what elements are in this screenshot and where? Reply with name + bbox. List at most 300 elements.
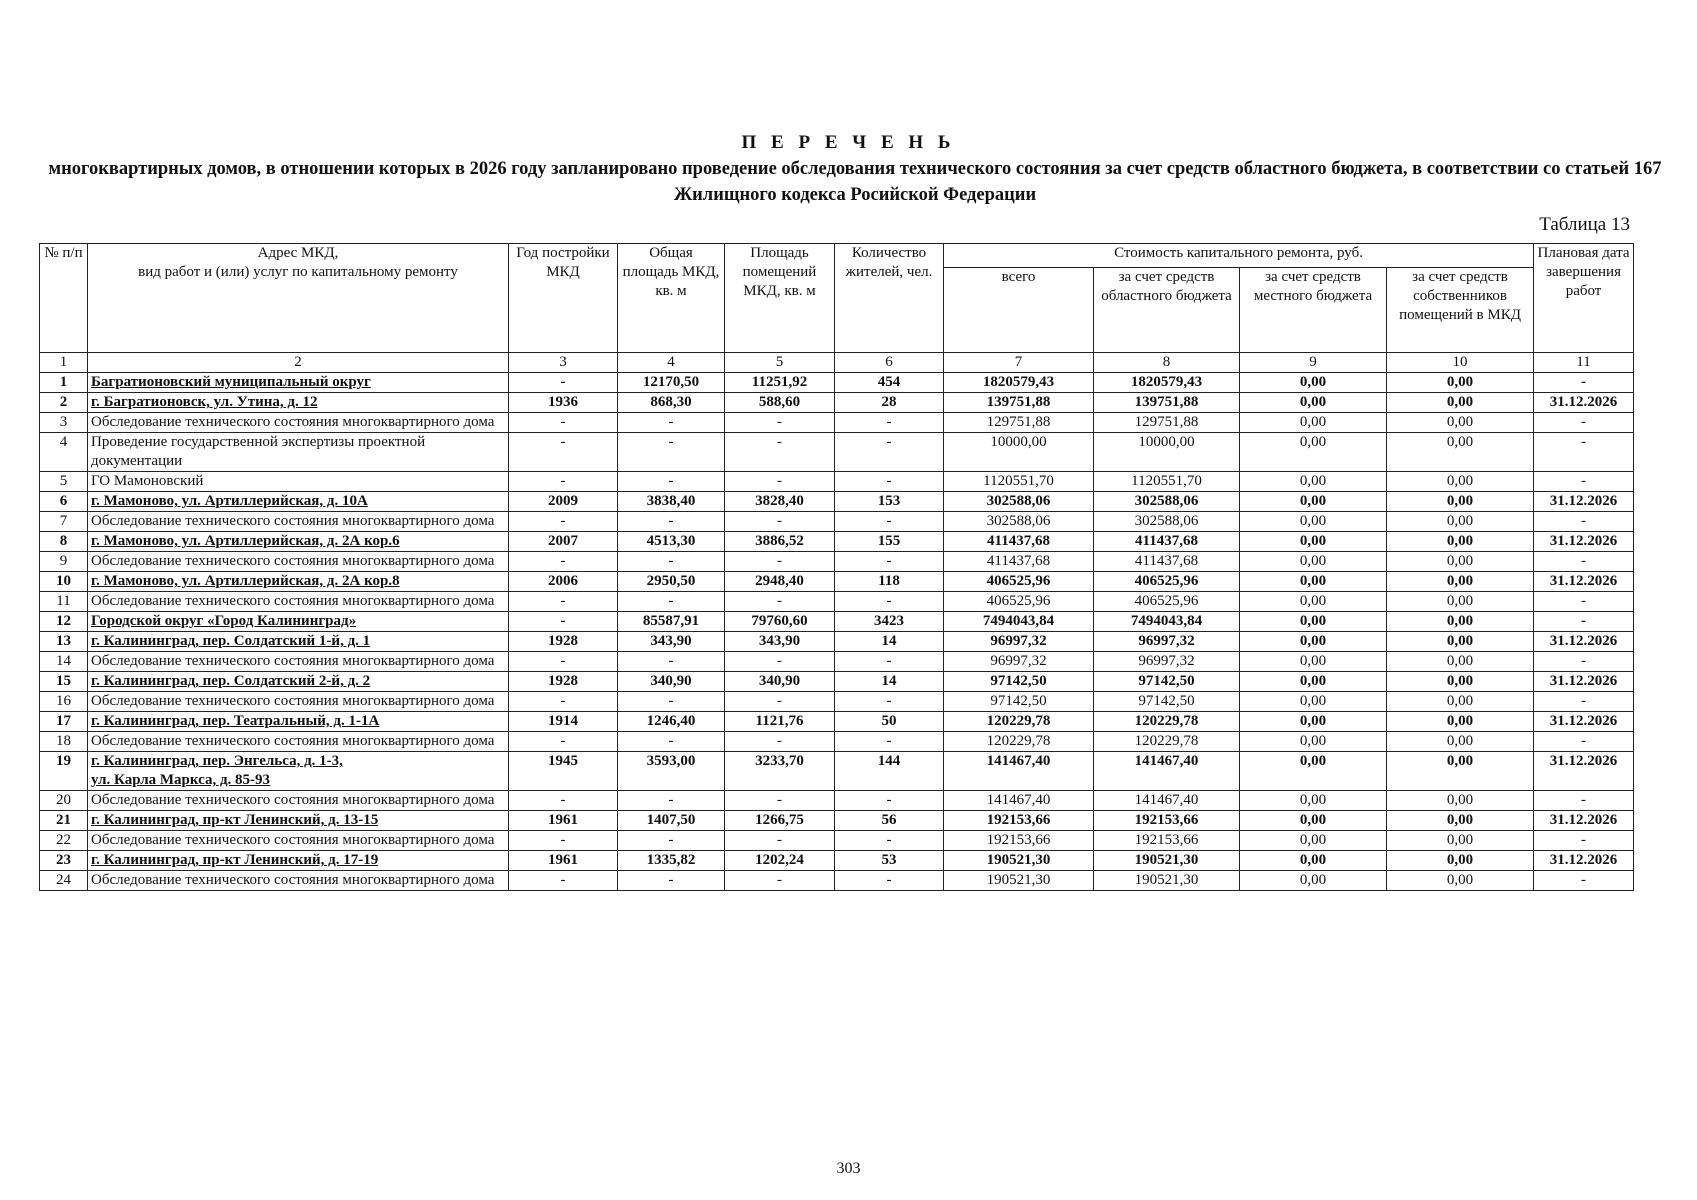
row-num: 15 xyxy=(40,672,88,692)
row-cost-total: 96997,32 xyxy=(944,652,1094,672)
row-cost-total: 1120551,70 xyxy=(944,472,1094,492)
row-address: Обследование технического состояния многоквартирного дома xyxy=(88,871,509,891)
row-cost-total: 190521,30 xyxy=(944,851,1094,871)
row-cost-total: 141467,40 xyxy=(944,791,1094,811)
row-year: - xyxy=(509,552,618,572)
row-cost-local: 0,00 xyxy=(1240,512,1387,532)
row-premises-area: - xyxy=(725,732,835,752)
row-cost-regional: 406525,96 xyxy=(1094,572,1240,592)
row-num: 21 xyxy=(40,811,88,831)
row-cost-regional: 120229,78 xyxy=(1094,732,1240,752)
row-residents: - xyxy=(835,831,944,851)
table-row xyxy=(40,752,1634,791)
row-address: Обследование технического состояния многоквартирного дома xyxy=(88,692,509,712)
row-address: Городской округ «Город Калининград» xyxy=(88,612,509,632)
row-cost-total: 1820579,43 xyxy=(944,373,1094,393)
table-row xyxy=(40,632,1634,652)
row-total-area: 85587,91 xyxy=(618,612,725,632)
row-address: Обследование технического состояния многоквартирного дома xyxy=(88,413,509,433)
row-deadline: - xyxy=(1534,552,1634,572)
row-year: - xyxy=(509,472,618,492)
column-number: 7 xyxy=(944,353,1094,373)
repair-table xyxy=(39,243,1634,891)
row-cost-total: 302588,06 xyxy=(944,512,1094,532)
row-premises-area: 343,90 xyxy=(725,632,835,652)
table-label: Таблица 13 xyxy=(1539,214,1630,235)
row-premises-area: - xyxy=(725,692,835,712)
row-address: г. Калининград, пр-кт Ленинский, д. 13-15 xyxy=(88,811,509,831)
row-cost-total: 302588,06 xyxy=(944,492,1094,512)
row-year: 2009 xyxy=(509,492,618,512)
column-number: 2 xyxy=(88,353,509,373)
row-year: 1928 xyxy=(509,672,618,692)
row-num: 6 xyxy=(40,492,88,512)
table-row xyxy=(40,732,1634,752)
column-number: 6 xyxy=(835,353,944,373)
row-cost-owners: 0,00 xyxy=(1387,811,1534,831)
row-address: г. Калининград, пр-кт Ленинский, д. 17-19 xyxy=(88,851,509,871)
row-premises-area: - xyxy=(725,871,835,891)
row-cost-owners: 0,00 xyxy=(1387,433,1534,472)
row-deadline: - xyxy=(1534,831,1634,851)
row-residents: 50 xyxy=(835,712,944,732)
row-year: 1928 xyxy=(509,632,618,652)
header-cost-local: за счет средств местного бюджета xyxy=(1240,268,1387,353)
page-number: 303 xyxy=(836,1160,861,1177)
table-row xyxy=(40,811,1634,831)
header-year: Год постройки МКД xyxy=(509,244,618,353)
row-address: г. Багратионовск, ул. Утина, д. 12 xyxy=(88,393,509,413)
row-total-area: - xyxy=(618,433,725,472)
row-address: г. Мамоново, ул. Артиллерийская, д. 10А xyxy=(88,492,509,512)
row-total-area: - xyxy=(618,831,725,851)
row-residents: - xyxy=(835,512,944,532)
table-row xyxy=(40,712,1634,732)
row-cost-total: 192153,66 xyxy=(944,831,1094,851)
header-cost-owners: за счет средств собственников помещений в МКД xyxy=(1387,268,1534,353)
row-deadline: - xyxy=(1534,592,1634,612)
column-number: 4 xyxy=(618,353,725,373)
row-deadline: - xyxy=(1534,791,1634,811)
row-cost-owners: 0,00 xyxy=(1387,692,1534,712)
row-num: 1 xyxy=(40,373,88,393)
row-num: 19 xyxy=(40,752,88,791)
row-cost-regional: 302588,06 xyxy=(1094,512,1240,532)
table-row xyxy=(40,532,1634,552)
row-residents: - xyxy=(835,692,944,712)
row-year: 1914 xyxy=(509,712,618,732)
row-cost-total: 96997,32 xyxy=(944,632,1094,652)
row-premises-area: - xyxy=(725,791,835,811)
row-residents: 14 xyxy=(835,672,944,692)
row-cost-local: 0,00 xyxy=(1240,572,1387,592)
row-premises-area: - xyxy=(725,552,835,572)
row-num: 24 xyxy=(40,871,88,891)
row-year: 1945 xyxy=(509,752,618,791)
row-premises-area: - xyxy=(725,433,835,472)
row-num: 13 xyxy=(40,632,88,652)
header-num: № п/п xyxy=(40,244,88,353)
row-address: Обследование технического состояния многоквартирного дома xyxy=(88,592,509,612)
table-row xyxy=(40,871,1634,891)
row-address: Обследование технического состояния многоквартирного дома xyxy=(88,791,509,811)
row-cost-owners: 0,00 xyxy=(1387,851,1534,871)
row-deadline: - xyxy=(1534,472,1634,492)
row-deadline: 31.12.2026 xyxy=(1534,572,1634,592)
table-row xyxy=(40,472,1634,492)
row-cost-total: 120229,78 xyxy=(944,732,1094,752)
table-row xyxy=(40,652,1634,672)
row-year: 1961 xyxy=(509,851,618,871)
row-cost-owners: 0,00 xyxy=(1387,732,1534,752)
table-row xyxy=(40,413,1634,433)
row-cost-local: 0,00 xyxy=(1240,532,1387,552)
row-cost-local: 0,00 xyxy=(1240,492,1387,512)
row-deadline: - xyxy=(1534,512,1634,532)
row-cost-total: 192153,66 xyxy=(944,811,1094,831)
row-deadline: - xyxy=(1534,612,1634,632)
row-address: г. Калининград, пер. Энгельса, д. 1-3, ул. Карла Маркса, д. 85-93 xyxy=(88,752,509,791)
row-total-area: 3593,00 xyxy=(618,752,725,791)
row-num: 2 xyxy=(40,393,88,413)
row-total-area: - xyxy=(618,512,725,532)
row-deadline: 31.12.2026 xyxy=(1534,851,1634,871)
column-number: 5 xyxy=(725,353,835,373)
row-address: Обследование технического состояния многоквартирного дома xyxy=(88,732,509,752)
row-cost-total: 120229,78 xyxy=(944,712,1094,732)
row-address: Багратионовский муниципальный округ xyxy=(88,373,509,393)
row-total-area: 1246,40 xyxy=(618,712,725,732)
row-year: - xyxy=(509,791,618,811)
row-address: г. Калининград, пер. Солдатский 2-й, д. 2 xyxy=(88,672,509,692)
row-cost-total: 129751,88 xyxy=(944,413,1094,433)
row-deadline: 31.12.2026 xyxy=(1534,632,1634,652)
header-deadline: Плановая дата завершения работ xyxy=(1534,244,1634,353)
row-premises-area: 3828,40 xyxy=(725,492,835,512)
row-cost-local: 0,00 xyxy=(1240,632,1387,652)
row-premises-area: 2948,40 xyxy=(725,572,835,592)
row-cost-local: 0,00 xyxy=(1240,393,1387,413)
row-cost-local: 0,00 xyxy=(1240,811,1387,831)
row-deadline: 31.12.2026 xyxy=(1534,492,1634,512)
row-cost-total: 7494043,84 xyxy=(944,612,1094,632)
row-year: - xyxy=(509,732,618,752)
column-number: 9 xyxy=(1240,353,1387,373)
row-year: - xyxy=(509,831,618,851)
table-row xyxy=(40,692,1634,712)
row-deadline: - xyxy=(1534,692,1634,712)
row-cost-regional: 96997,32 xyxy=(1094,632,1240,652)
row-residents: - xyxy=(835,552,944,572)
row-address: Обследование технического состояния многоквартирного дома xyxy=(88,512,509,532)
row-total-area: 3838,40 xyxy=(618,492,725,512)
row-total-area: 12170,50 xyxy=(618,373,725,393)
row-residents: - xyxy=(835,732,944,752)
row-year: 2006 xyxy=(509,572,618,592)
row-cost-owners: 0,00 xyxy=(1387,632,1534,652)
row-premises-area: 1266,75 xyxy=(725,811,835,831)
row-cost-owners: 0,00 xyxy=(1387,612,1534,632)
table-row xyxy=(40,393,1634,413)
row-residents: 53 xyxy=(835,851,944,871)
row-cost-local: 0,00 xyxy=(1240,752,1387,791)
row-cost-regional: 192153,66 xyxy=(1094,831,1240,851)
row-year: - xyxy=(509,373,618,393)
row-cost-owners: 0,00 xyxy=(1387,472,1534,492)
row-deadline: - xyxy=(1534,413,1634,433)
row-address: г. Мамоново, ул. Артиллерийская, д. 2А кор.8 xyxy=(88,572,509,592)
row-cost-owners: 0,00 xyxy=(1387,752,1534,791)
row-year: - xyxy=(509,871,618,891)
row-year: - xyxy=(509,592,618,612)
row-num: 18 xyxy=(40,732,88,752)
table-row xyxy=(40,612,1634,632)
document-title: П Е Р Е Ч Е Н Ь xyxy=(741,132,956,153)
row-cost-owners: 0,00 xyxy=(1387,592,1534,612)
table-row xyxy=(40,492,1634,512)
row-num: 8 xyxy=(40,532,88,552)
row-residents: - xyxy=(835,652,944,672)
row-num: 14 xyxy=(40,652,88,672)
row-deadline: 31.12.2026 xyxy=(1534,672,1634,692)
row-premises-area: 11251,92 xyxy=(725,373,835,393)
row-year: - xyxy=(509,612,618,632)
row-cost-total: 97142,50 xyxy=(944,692,1094,712)
row-deadline: 31.12.2026 xyxy=(1534,712,1634,732)
table-row xyxy=(40,552,1634,572)
row-cost-owners: 0,00 xyxy=(1387,492,1534,512)
row-cost-owners: 0,00 xyxy=(1387,572,1534,592)
row-num: 5 xyxy=(40,472,88,492)
row-year: - xyxy=(509,433,618,472)
header-cost-regional: за счет средств областного бюджета xyxy=(1094,268,1240,353)
row-address: ГО Мамоновский xyxy=(88,472,509,492)
column-number: 10 xyxy=(1387,353,1534,373)
row-cost-local: 0,00 xyxy=(1240,472,1387,492)
row-cost-regional: 411437,68 xyxy=(1094,532,1240,552)
row-cost-regional: 7494043,84 xyxy=(1094,612,1240,632)
row-deadline: - xyxy=(1534,433,1634,472)
row-total-area: 1335,82 xyxy=(618,851,725,871)
row-premises-area: 3886,52 xyxy=(725,532,835,552)
row-cost-total: 406525,96 xyxy=(944,592,1094,612)
row-cost-local: 0,00 xyxy=(1240,831,1387,851)
document-subtitle: многоквартирных домов, в отношении которых в 2026 году запланировано проведение обследования технического состояния за счет средств областного бюджета, в соответствии со статьей 167 Жилищного кодекса Росийской Федерации xyxy=(48,159,1662,205)
row-total-area: - xyxy=(618,552,725,572)
row-cost-owners: 0,00 xyxy=(1387,672,1534,692)
row-num: 22 xyxy=(40,831,88,851)
row-year: - xyxy=(509,692,618,712)
row-premises-area: - xyxy=(725,652,835,672)
row-cost-local: 0,00 xyxy=(1240,712,1387,732)
row-cost-local: 0,00 xyxy=(1240,413,1387,433)
row-cost-owners: 0,00 xyxy=(1387,552,1534,572)
row-cost-owners: 0,00 xyxy=(1387,532,1534,552)
header-cost-total: всего xyxy=(944,268,1094,353)
row-premises-area: 79760,60 xyxy=(725,612,835,632)
row-year: - xyxy=(509,413,618,433)
row-cost-total: 190521,30 xyxy=(944,871,1094,891)
table-row xyxy=(40,592,1634,612)
row-cost-local: 0,00 xyxy=(1240,433,1387,472)
row-residents: - xyxy=(835,592,944,612)
row-cost-owners: 0,00 xyxy=(1387,373,1534,393)
row-cost-local: 0,00 xyxy=(1240,791,1387,811)
row-residents: 144 xyxy=(835,752,944,791)
table-row xyxy=(40,791,1634,811)
row-deadline: - xyxy=(1534,732,1634,752)
row-cost-regional: 406525,96 xyxy=(1094,592,1240,612)
row-residents: 14 xyxy=(835,632,944,652)
row-residents: 28 xyxy=(835,393,944,413)
row-cost-regional: 97142,50 xyxy=(1094,692,1240,712)
column-number: 8 xyxy=(1094,353,1240,373)
row-total-area: 868,30 xyxy=(618,393,725,413)
row-cost-regional: 411437,68 xyxy=(1094,552,1240,572)
table-row xyxy=(40,512,1634,532)
row-year: 1961 xyxy=(509,811,618,831)
row-cost-local: 0,00 xyxy=(1240,373,1387,393)
header-address: Адрес МКД, вид работ и (или) услуг по капитальному ремонту xyxy=(88,244,509,353)
row-num: 9 xyxy=(40,552,88,572)
row-residents: - xyxy=(835,413,944,433)
row-total-area: - xyxy=(618,732,725,752)
row-year: - xyxy=(509,652,618,672)
row-premises-area: 340,90 xyxy=(725,672,835,692)
table-row xyxy=(40,672,1634,692)
column-number: 11 xyxy=(1534,353,1634,373)
row-total-area: - xyxy=(618,791,725,811)
row-total-area: - xyxy=(618,692,725,712)
row-num: 10 xyxy=(40,572,88,592)
row-deadline: - xyxy=(1534,652,1634,672)
row-address: Обследование технического состояния многоквартирного дома xyxy=(88,652,509,672)
row-residents: 3423 xyxy=(835,612,944,632)
row-cost-regional: 10000,00 xyxy=(1094,433,1240,472)
row-year: - xyxy=(509,512,618,532)
row-address: Обследование технического состояния многоквартирного дома xyxy=(88,831,509,851)
row-total-area: 343,90 xyxy=(618,632,725,652)
table-row xyxy=(40,572,1634,592)
row-year: 2007 xyxy=(509,532,618,552)
row-num: 3 xyxy=(40,413,88,433)
row-total-area: - xyxy=(618,871,725,891)
row-cost-total: 406525,96 xyxy=(944,572,1094,592)
row-total-area: - xyxy=(618,652,725,672)
row-cost-owners: 0,00 xyxy=(1387,652,1534,672)
row-residents: 454 xyxy=(835,373,944,393)
table-row xyxy=(40,831,1634,851)
row-cost-total: 141467,40 xyxy=(944,752,1094,791)
row-residents: 56 xyxy=(835,811,944,831)
row-cost-local: 0,00 xyxy=(1240,592,1387,612)
row-cost-owners: 0,00 xyxy=(1387,512,1534,532)
row-cost-regional: 96997,32 xyxy=(1094,652,1240,672)
row-cost-owners: 0,00 xyxy=(1387,712,1534,732)
row-cost-owners: 0,00 xyxy=(1387,791,1534,811)
column-number: 1 xyxy=(40,353,88,373)
row-cost-regional: 190521,30 xyxy=(1094,871,1240,891)
row-cost-local: 0,00 xyxy=(1240,552,1387,572)
row-residents: - xyxy=(835,472,944,492)
row-residents: 153 xyxy=(835,492,944,512)
row-premises-area: 1202,24 xyxy=(725,851,835,871)
row-premises-area: - xyxy=(725,413,835,433)
row-total-area: 1407,50 xyxy=(618,811,725,831)
row-deadline: 31.12.2026 xyxy=(1534,752,1634,791)
row-cost-owners: 0,00 xyxy=(1387,831,1534,851)
row-cost-regional: 129751,88 xyxy=(1094,413,1240,433)
row-cost-regional: 190521,30 xyxy=(1094,851,1240,871)
row-year: 1936 xyxy=(509,393,618,413)
row-total-area: 4513,30 xyxy=(618,532,725,552)
row-cost-regional: 302588,06 xyxy=(1094,492,1240,512)
row-residents: 118 xyxy=(835,572,944,592)
row-deadline: - xyxy=(1534,373,1634,393)
row-cost-owners: 0,00 xyxy=(1387,413,1534,433)
row-total-area: 340,90 xyxy=(618,672,725,692)
row-cost-regional: 1820579,43 xyxy=(1094,373,1240,393)
row-cost-regional: 139751,88 xyxy=(1094,393,1240,413)
row-premises-area: - xyxy=(725,512,835,532)
row-deadline: - xyxy=(1534,871,1634,891)
row-num: 11 xyxy=(40,592,88,612)
table-row xyxy=(40,851,1634,871)
row-cost-local: 0,00 xyxy=(1240,692,1387,712)
table-row xyxy=(40,433,1634,472)
header-premises-area: Площадь помещений МКД, кв. м xyxy=(725,244,835,353)
row-premises-area: - xyxy=(725,472,835,492)
row-address: г. Калининград, пер. Солдатский 1-й, д. 1 xyxy=(88,632,509,652)
row-cost-owners: 0,00 xyxy=(1387,871,1534,891)
row-cost-regional: 120229,78 xyxy=(1094,712,1240,732)
row-premises-area: 3233,70 xyxy=(725,752,835,791)
row-premises-area: 1121,76 xyxy=(725,712,835,732)
row-num: 16 xyxy=(40,692,88,712)
row-cost-total: 411437,68 xyxy=(944,532,1094,552)
row-total-area: - xyxy=(618,413,725,433)
row-cost-local: 0,00 xyxy=(1240,871,1387,891)
row-cost-local: 0,00 xyxy=(1240,672,1387,692)
row-deadline: 31.12.2026 xyxy=(1534,811,1634,831)
row-num: 23 xyxy=(40,851,88,871)
row-cost-total: 411437,68 xyxy=(944,552,1094,572)
row-premises-area: - xyxy=(725,592,835,612)
row-total-area: - xyxy=(618,472,725,492)
row-address: Обследование технического состояния многоквартирного дома xyxy=(88,552,509,572)
row-cost-owners: 0,00 xyxy=(1387,393,1534,413)
row-num: 17 xyxy=(40,712,88,732)
row-address: г. Калининград, пер. Театральный, д. 1-1А xyxy=(88,712,509,732)
row-deadline: 31.12.2026 xyxy=(1534,393,1634,413)
row-num: 20 xyxy=(40,791,88,811)
row-residents: - xyxy=(835,791,944,811)
row-cost-regional: 97142,50 xyxy=(1094,672,1240,692)
row-cost-local: 0,00 xyxy=(1240,851,1387,871)
row-residents: - xyxy=(835,433,944,472)
table-row xyxy=(40,373,1634,393)
row-cost-local: 0,00 xyxy=(1240,652,1387,672)
row-cost-regional: 1120551,70 xyxy=(1094,472,1240,492)
row-cost-local: 0,00 xyxy=(1240,612,1387,632)
row-total-area: 2950,50 xyxy=(618,572,725,592)
row-address: Проведение государственной экспертизы проектной документации xyxy=(88,433,509,472)
header-residents: Количество жителей, чел. xyxy=(835,244,944,353)
header-total-area: Общая площадь МКД, кв. м xyxy=(618,244,725,353)
row-cost-regional: 141467,40 xyxy=(1094,752,1240,791)
row-cost-local: 0,00 xyxy=(1240,732,1387,752)
row-num: 4 xyxy=(40,433,88,472)
